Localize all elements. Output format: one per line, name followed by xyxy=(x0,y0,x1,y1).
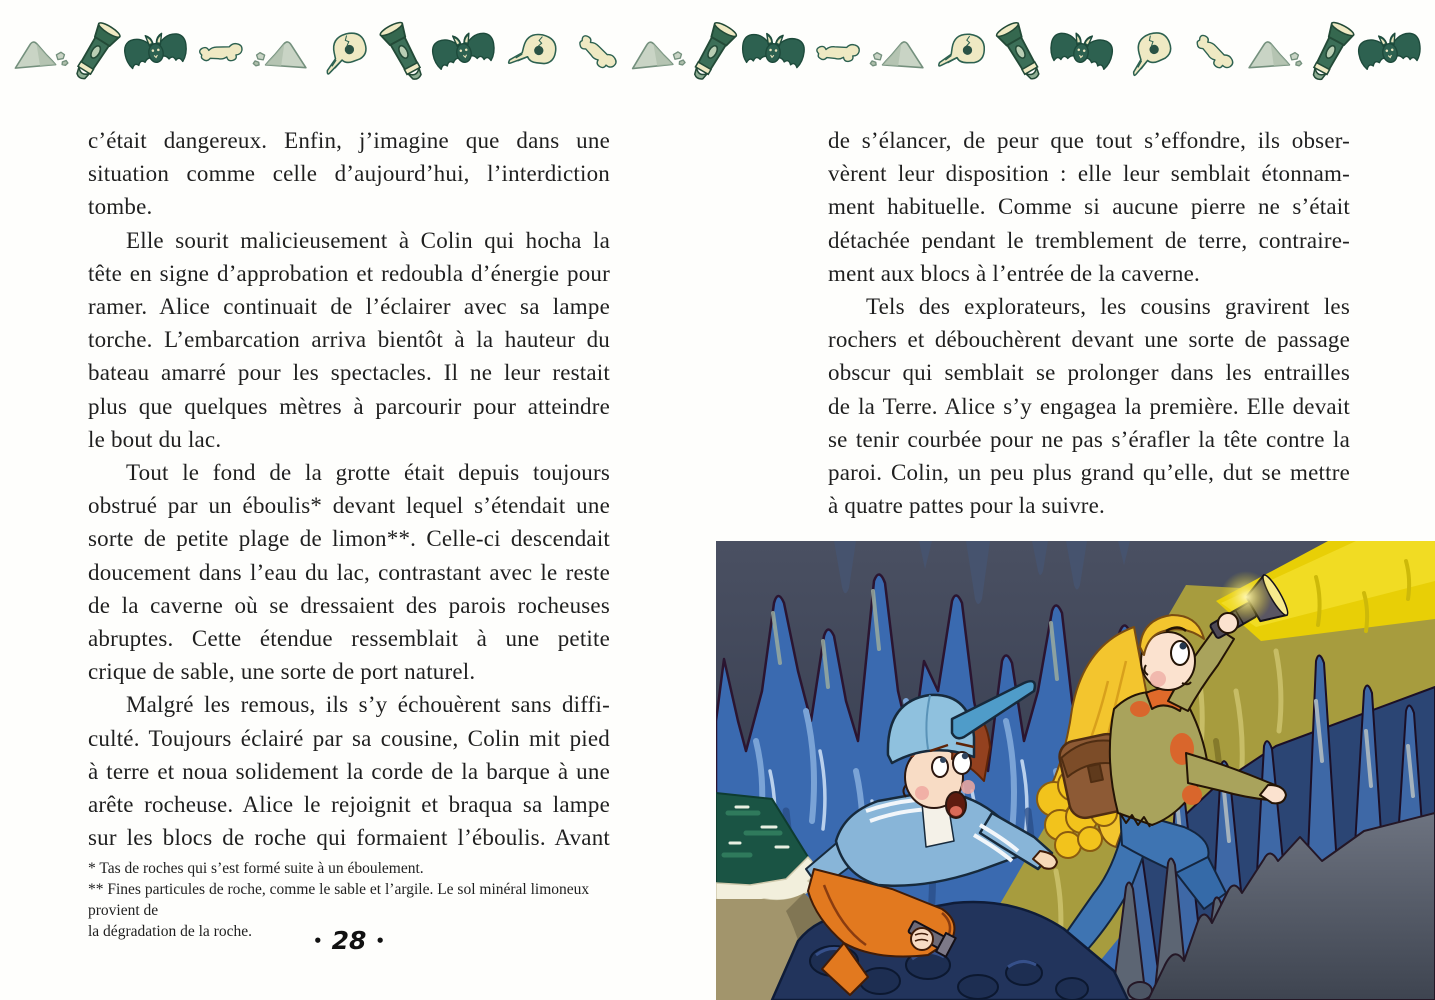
bat-icon xyxy=(1045,25,1118,82)
page-number-dot-left: • xyxy=(313,932,323,950)
skull-icon xyxy=(315,25,381,80)
text-line: bateau amarré pour les spectacles. Il ne leur restait xyxy=(88,360,610,386)
bat-icon xyxy=(1353,25,1426,82)
rock-icon xyxy=(869,31,928,75)
text-line: obscur qui semblait se prolonger dans les entrailles xyxy=(828,360,1350,386)
text-line: Malgré les remous, ils s’y échouèrent sans diffi- xyxy=(126,692,610,718)
bone-icon xyxy=(811,31,864,75)
skull-icon xyxy=(933,27,997,79)
bone-icon xyxy=(570,30,624,75)
text-line: de la caverne où se dressaient des parois rocheuses xyxy=(88,592,610,618)
bat-icon xyxy=(738,27,808,80)
text-line: arête rocheuse. Alice le rejoignit et braqua sa lampe xyxy=(88,792,610,818)
rock-icon xyxy=(627,30,687,76)
paragraph xyxy=(88,456,610,688)
girl-hand-flashlight xyxy=(1218,613,1238,633)
text-line: doucement dans l’eau du lac, contrastant avec le reste xyxy=(88,559,610,585)
rock-icon xyxy=(10,31,69,76)
footnote-line: ** Fines particules de roche, comme le sable et l’argile. Le sol minéral limoneux provient de xyxy=(88,881,590,919)
text-line: sorte de petite plage de limon**. Celle-ci descendait xyxy=(88,526,610,552)
text-line: torche. L’embarcation arriva bientôt à la hauteur du xyxy=(88,327,610,353)
bat-icon xyxy=(120,26,192,81)
flashlight-icon xyxy=(63,16,127,89)
flashlight-icon xyxy=(681,16,744,89)
left-page-text-column xyxy=(88,124,610,854)
text-line: à terre et noua solidement la corde de la barque à une xyxy=(88,758,610,784)
text-line: plus que quelques mètres à parcourir pour atteindre xyxy=(88,393,610,419)
text-line: sur les blocs de roche qui formaient l’éboulis. Avant xyxy=(88,825,610,851)
paragraph xyxy=(88,688,610,854)
rock-icon xyxy=(1245,31,1304,75)
text-line: se tenir courbée pour ne pas s’érafler la tête contre la xyxy=(828,426,1350,452)
text-line: abruptes. Cette étendue ressemblait à une petite xyxy=(88,626,610,652)
text-line: obstrué par un éboulis* devant lequel s’étendait une xyxy=(88,493,610,519)
right-page-text-column xyxy=(828,124,1350,522)
bone-icon xyxy=(194,30,248,76)
text-line: le bout du lac. xyxy=(88,426,222,452)
text-line: Elle sourit malicieusement à Colin qui hocha la xyxy=(126,227,610,253)
text-line: ment habituelle. Comme si aucune pierre ne s’était xyxy=(828,194,1350,220)
text-line: Tels des explorateurs, les cousins gravirent les xyxy=(866,294,1350,320)
paragraph xyxy=(88,124,610,224)
border-strip xyxy=(12,10,1423,96)
text-line: crique de sable, une sorte de port naturel. xyxy=(88,659,476,685)
text-line: culté. Toujours éclairé par sa cousine, Colin mit pied xyxy=(88,725,610,751)
text-line: détachée pendant le tremblement de terre, contraire- xyxy=(828,227,1350,253)
flashlight-icon xyxy=(373,16,435,89)
page-number xyxy=(88,926,610,955)
cave-scene xyxy=(716,541,1435,1000)
flashlight-icon xyxy=(989,16,1052,89)
text-line: de s’élancer, de peur que tout s’effondre, ils obser- xyxy=(828,128,1350,153)
flashlight-icon xyxy=(1299,16,1361,89)
text-line: rochers et débouchèrent devant une sorte de passage xyxy=(828,327,1350,353)
text-line: de la Terre. Alice s’y engagea la première. Elle devait xyxy=(828,393,1350,419)
paragraph xyxy=(88,224,610,456)
text-line: tombe. xyxy=(88,194,153,220)
text-line: c’était dangereux. Enfin, j’imagine que dans une xyxy=(88,128,610,153)
footnote-line: * Tas de roches qui s’est formé suite à un éboulement. xyxy=(88,860,424,877)
paragraph xyxy=(828,124,1350,290)
rock-icon xyxy=(252,31,311,75)
cave-illustration xyxy=(716,541,1435,1000)
text-line: ment aux blocs à l’entrée de la caverne. xyxy=(828,260,1200,286)
text-line: ramer. Alice continuait de l’éclairer avec sa lampe xyxy=(88,294,610,320)
bat-icon xyxy=(428,25,501,82)
text-line: Tout le fond de la grotte était depuis toujours xyxy=(126,460,610,486)
skull-icon xyxy=(1119,24,1187,82)
text-line: vèrent leur disposition : elle leur semblait étonnam- xyxy=(828,161,1350,187)
paragraph xyxy=(828,290,1350,522)
skull-icon xyxy=(502,25,569,82)
text-line: situation comme celle d’aujourd’hui, l’interdiction xyxy=(88,161,610,187)
page-number-dot-right: • xyxy=(375,932,385,950)
bone-icon xyxy=(1187,30,1241,76)
page-number-value: 28 xyxy=(331,926,367,955)
text-line: à quatre pattes pour la suivre. xyxy=(828,493,1105,519)
text-line: tête en signe d’approbation et redoubla d’énergie pour xyxy=(88,260,610,286)
footnote-line: la dégradation de la roche. xyxy=(88,923,252,940)
text-line: paroi. Colin, un peu plus grand qu’elle, dut se mettre xyxy=(828,460,1350,486)
